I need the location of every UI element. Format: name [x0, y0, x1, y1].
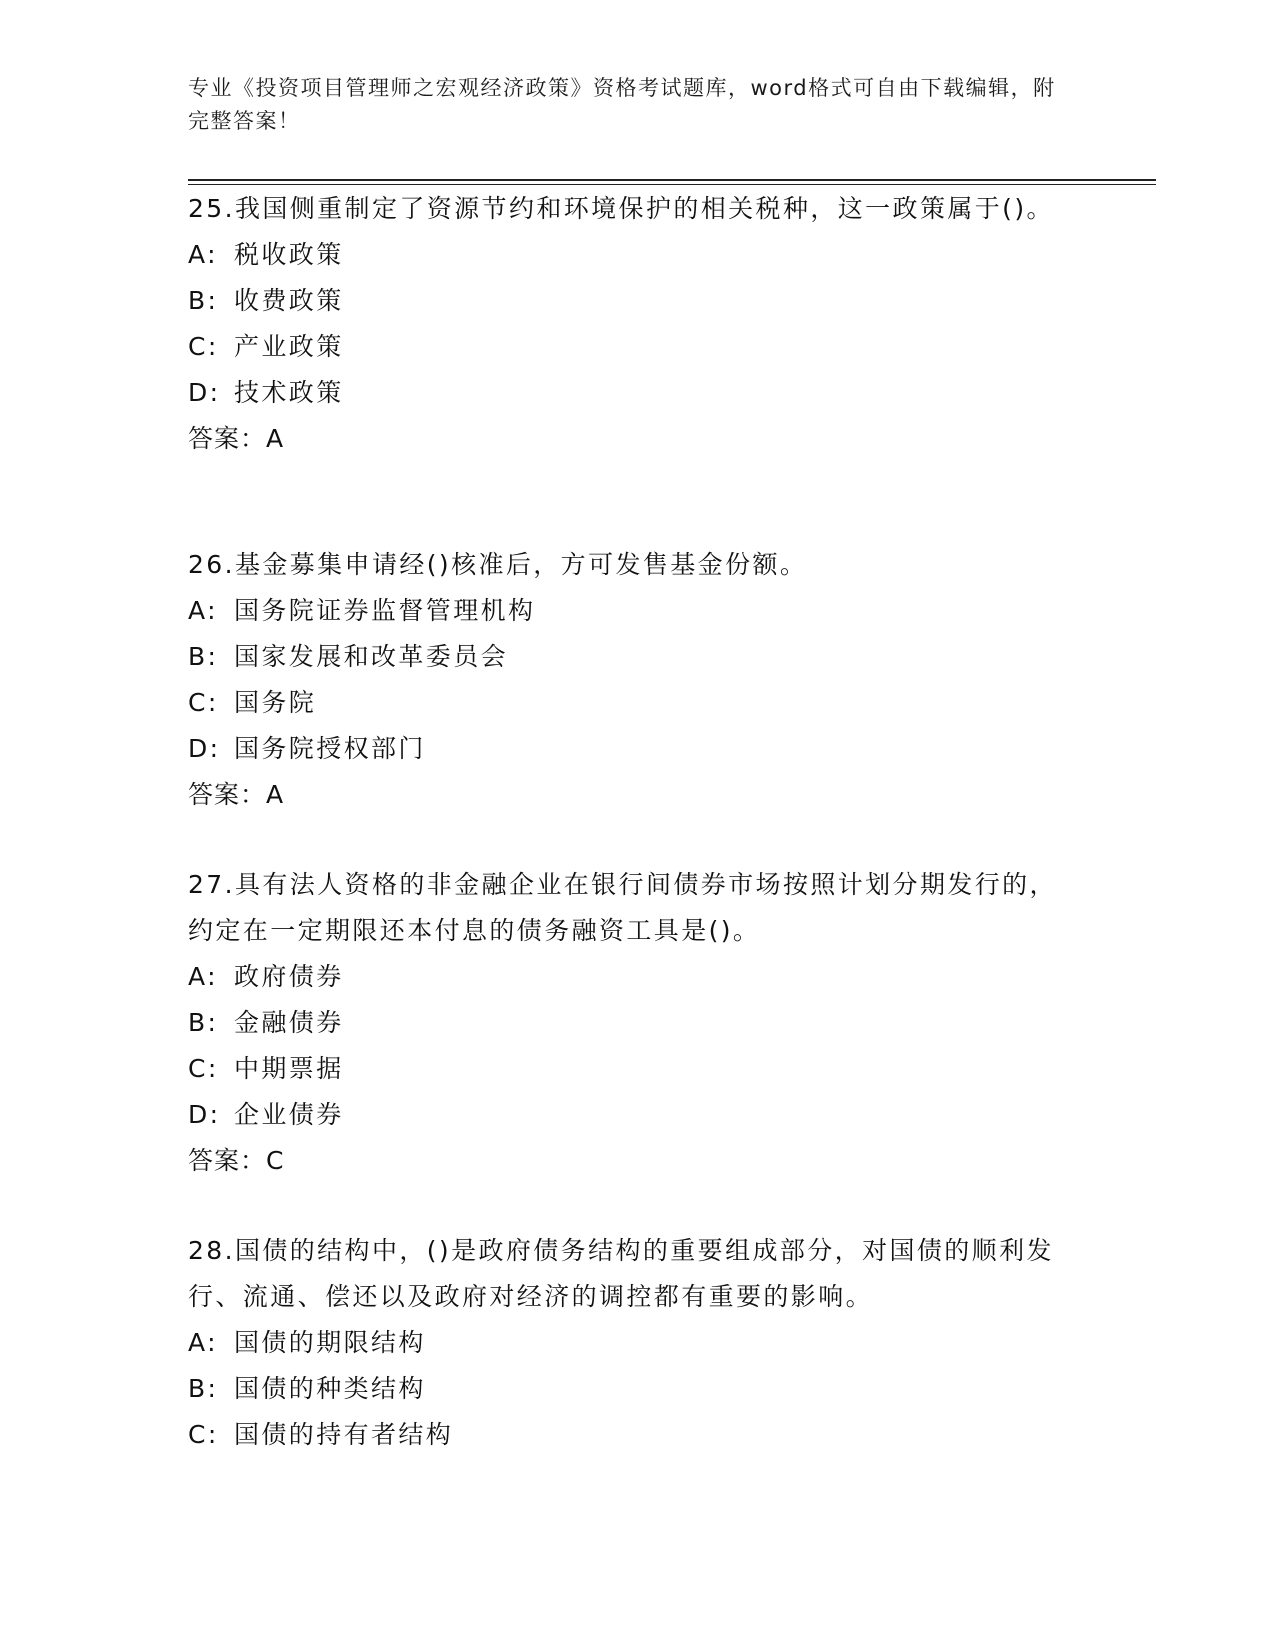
- answer-label: 答案：C: [188, 1146, 285, 1175]
- option-text: 国债的持有者结构: [234, 1420, 454, 1449]
- option-letter: C:: [188, 688, 219, 717]
- option-letter: B:: [188, 642, 219, 671]
- option-letter: B:: [188, 1374, 219, 1403]
- option-text: 中期票据: [234, 1054, 344, 1083]
- option-letter: D:: [188, 378, 221, 407]
- header-divider-thin: [188, 184, 1156, 185]
- option-text: 国债的期限结构: [234, 1328, 426, 1357]
- answer-label: 答案：A: [188, 780, 285, 809]
- question-28: [188, 1228, 1078, 1458]
- option-letter: D:: [188, 734, 221, 763]
- option-a: [188, 1320, 1078, 1366]
- option-letter: C:: [188, 1054, 219, 1083]
- document-header: 专业《投资项目管理师之宏观经济政策》资格考试题库，word格式可自由下载编辑，附完整答案！: [188, 76, 1056, 133]
- option-text: 政府债券: [234, 962, 344, 991]
- option-text: 企业债券: [234, 1100, 344, 1129]
- option-b: [188, 1000, 1078, 1046]
- option-letter: A:: [188, 240, 218, 269]
- option-text: 收费政策: [234, 286, 344, 315]
- option-a: [188, 588, 1078, 634]
- option-c: [188, 680, 1078, 726]
- option-letter: C:: [188, 1420, 219, 1449]
- option-letter: C:: [188, 332, 219, 361]
- question-stem: 28.国债的结构中，()是政府债务结构的重要组成部分，对国债的顺利发行、流通、偿还以及政府对经济的调控都有重要的影响。: [188, 1236, 1054, 1311]
- option-letter: A:: [188, 1328, 218, 1357]
- option-text: 技术政策: [234, 378, 344, 407]
- option-text: 国务院证券监督管理机构: [234, 596, 536, 625]
- question-stem: 25.我国侧重制定了资源节约和环境保护的相关税种，这一政策属于()。: [188, 194, 1054, 223]
- option-text: 国务院: [234, 688, 317, 717]
- answer-label: 答案：A: [188, 424, 285, 453]
- option-a: [188, 954, 1078, 1000]
- question-stem: 27.具有法人资格的非金融企业在银行间债券市场按照计划分期发行的，约定在一定期限还本付息的债务融资工具是()。: [188, 870, 1057, 945]
- option-text: 税收政策: [234, 240, 344, 269]
- option-d: [188, 370, 1078, 416]
- question-26: [188, 542, 1078, 818]
- question-stem: 26.基金募集申请经()核准后，方可发售基金份额。: [188, 550, 808, 579]
- header-divider-thick: [188, 179, 1156, 181]
- option-text: 金融债券: [234, 1008, 344, 1037]
- option-letter: A:: [188, 962, 218, 991]
- option-letter: B:: [188, 1008, 219, 1037]
- option-b: [188, 634, 1078, 680]
- option-letter: A:: [188, 596, 218, 625]
- option-c: [188, 324, 1078, 370]
- option-d: [188, 726, 1078, 772]
- option-d: [188, 1092, 1078, 1138]
- option-a: [188, 232, 1078, 278]
- option-b: [188, 1366, 1078, 1412]
- question-27: [188, 862, 1078, 1184]
- option-b: [188, 278, 1078, 324]
- option-letter: D:: [188, 1100, 221, 1129]
- option-text: 国务院授权部门: [234, 734, 426, 763]
- option-text: 国债的种类结构: [234, 1374, 426, 1403]
- option-letter: B:: [188, 286, 219, 315]
- option-c: [188, 1046, 1078, 1092]
- option-text: 国家发展和改革委员会: [234, 642, 509, 671]
- option-c: [188, 1412, 1078, 1458]
- option-text: 产业政策: [234, 332, 344, 361]
- question-25: [188, 186, 1078, 462]
